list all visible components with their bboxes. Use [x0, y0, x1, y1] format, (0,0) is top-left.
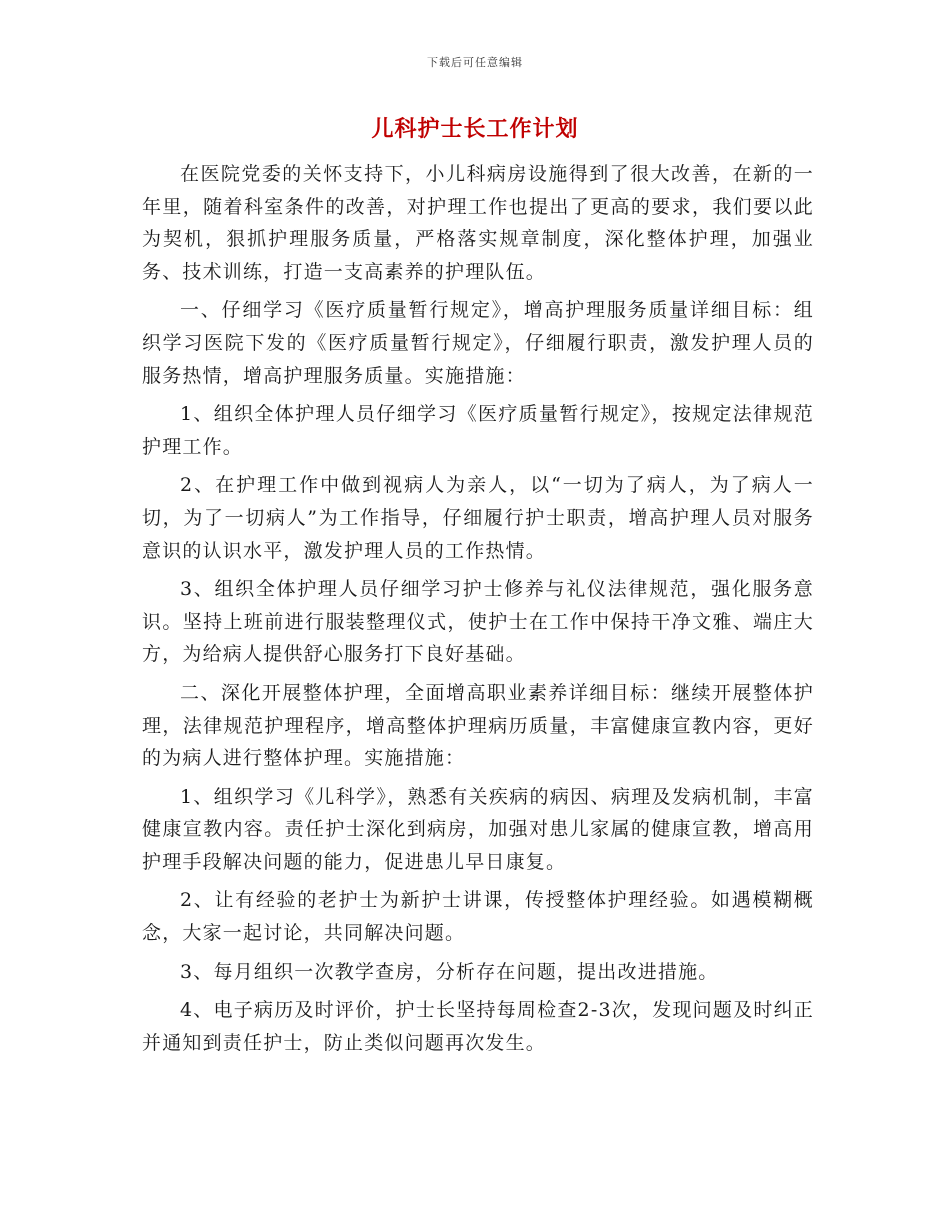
paragraph-section-1: 一、仔细学习《医疗质量暂行规定》，增高护理服务质量详细目标：组织学习医院下发的《医疗质量暂行规定》，仔细履行职责，激发护理人员的服务热情，增高护理服务质量。实施措施：	[142, 299, 814, 387]
paragraph-section-1-item-1: 1、组织全体护理人员仔细学习《医疗质量暂行规定》，按规定法律规范护理工作。	[142, 403, 814, 458]
paragraph-section-2-item-4: 4、电子病历及时评价，护士长坚持每周检查2-3次，发现问题及时纠正并通知到责任护士，防止类似问题再次发生。	[142, 999, 814, 1054]
paragraph-section-2-item-3: 3、每月组织一次教学查房，分析存在问题，提出改进措施。	[180, 960, 719, 983]
paragraph-section-1-item-2: 2、在护理工作中做到视病人为亲人，以“一切为了病人，为了病人一切，为了一切病人”为工作指导，仔细履行护士职责，增高护理人员对服务意识的认识水平，激发护理人员的工作热情。	[142, 474, 814, 562]
paragraph-section-1-item-3: 3、组织全体护理人员仔细学习护士修养与礼仪法律规范，强化服务意识。坚持上班前进行服装整理仪式，使护士在工作中保持干净文雅、端庄大方，为给病人提供舒心服务打下良好基础。	[142, 578, 814, 666]
paragraph-section-2-item-1: 1、组织学习《儿科学》，熟悉有关疾病的病因、病理及发病机制，丰富健康宣教内容。责任护士深化到病房，加强对患儿家属的健康宣教，增高用护理手段解决问题的能力，促进患儿早日康复。	[142, 785, 814, 873]
header-note: 下载后可任意编辑	[427, 56, 523, 69]
document-body	[142, 158, 814, 1065]
paragraph-section-2: 二、深化开展整体护理，全面增高职业素养详细目标：继续开展整体护理，法律规范护理程序，增高整体护理病历质量，丰富健康宣教内容，更好的为病人进行整体护理。实施措施：	[142, 681, 814, 770]
paragraph-intro: 在医院党委的关怀支持下，小儿科病房设施得到了很大改善，在新的一年里，随着科室条件的改善，对护理工作也提出了更高的要求，我们要以此为契机，狠抓护理服务质量，严格落实规章制度，深化整体护理，加强业务、技术训练，打造一支高素养的护理队伍。	[142, 163, 814, 283]
paragraph-section-2-item-2: 2、让有经验的老护士为新护士讲课，传授整体护理经验。如遇模糊概念，大家一起讨论，共同解决问题。	[142, 889, 814, 945]
page-title: 儿科护士长工作计划	[371, 117, 579, 142]
